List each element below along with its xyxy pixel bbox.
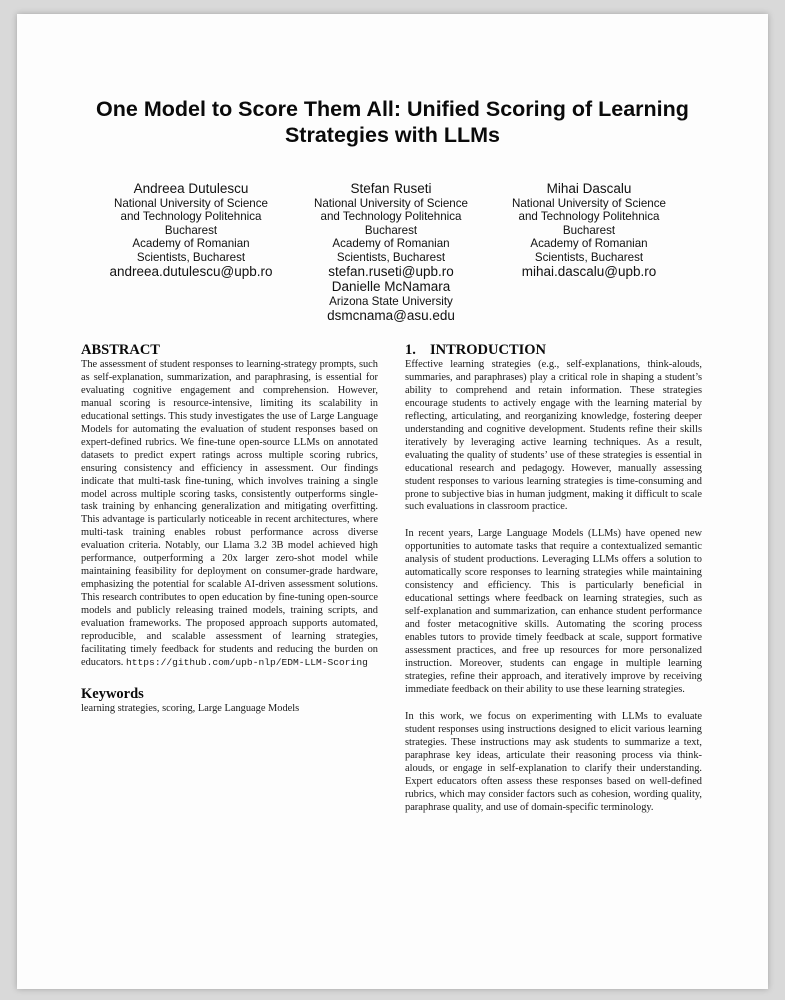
author-affiliation-line: Scientists, Bucharest [336, 250, 446, 264]
author-affiliation-line: and Technology Politehnica [518, 210, 660, 224]
author-affiliation-line: Scientists, Bucharest [534, 250, 644, 264]
author-affiliation-line: Academy of Romanian [132, 237, 250, 251]
author-affiliation-line: Scientists, Bucharest [136, 250, 246, 264]
author-affiliation-line: Bucharest [562, 223, 616, 237]
author-affiliation-line: Arizona State University [329, 295, 453, 308]
author-affiliation-line: Academy of Romanian [530, 237, 648, 251]
intro-paragraph-2: In recent years, Large Language Models (LLMs) have opened new opportunities to automate tasks that require a contextualized semantic analysis of student productions. Leveraging LLMs offers a solution to automatically score responses to learning strategies while maintaining consistency and efficiency. This is particularly beneficial in educational settings where feedback on learning strategies, such as self-explanation and summarization, can enhance student performance and foster metacognitive skills. Automating the scoring process enables tutors to provide timely feedback at scale, support formative assessment practices, and free up resources for more personalized instruction. Moreover, students can engage in multiple learning strategies, refine their approach, and iteratively improve by receiving immediate feedback on their ability to use these learning strategies. [405, 528, 702, 695]
author-name: Mihai Dascalu [546, 181, 632, 196]
author-block-3 [479, 181, 699, 279]
abstract-text: The assessment of student responses to learning-strategy prompts, such as self-explanation, summarization, and paraphrasing, is essential for evaluating cognitive engagement and comprehension. However, manual scoring is resource-intensive, limiting its scalability in educational settings. This study investigates the use of Large Language Models for automating the evaluation of student responses based on expert-defined rubrics. We fine-tune open-source LLMs on annotated datasets to predict expert ratings across multiple scoring rubrics, ensuring consistency and efficiency in assessment. Our findings indicate that multi-task fine-tuning, which involves training a single model across multiple scoring tasks, consistently outperforms single-task training by enhancing generalization and mitigating overfitting. This advantage is particularly noticeable in recent architectures, where multi-task training enables robust performance across diverse evaluation criteria. Notably, our Llama 3.2 3B model achieved high performance, outperforming a 20x larger zero-shot model while maintaining feasibility for deployment on consumer-grade hardware, emphasizing the potential for scalable AI-driven assessment solutions. This research contributes to open education by fine-tuning open-source models and publicly releasing trained models, training scripts, and evaluation frameworks. The proposed approach supports automated, reproducible, and scalable assessment of learning strategies, facilitating timely feedback for students and reducing the burden on educators. [81, 359, 378, 668]
author-affiliation-line: National University of Science [113, 197, 268, 210]
introduction-heading [405, 342, 702, 358]
abstract-paragraph [81, 359, 378, 670]
author-affiliation-line: National University of Science [313, 197, 468, 210]
author-name: Danielle McNamara [331, 279, 451, 294]
intro-paragraph-3: In this work, we focus on experimenting with LLMs to evaluate student responses using instructions designed to elicit various learning strategies. These instructions may ask students to summarize a text, paraphrase key ideas, articulate their reasoning process via think-alouds, or engage in self-explanation to clarify their understanding. Expert educators often assess these responses based on well-defined rubrics, which may consider factors such as cohesion, wording quality, paraphrase quality, and use of domain-specific terminology. [405, 710, 702, 813]
section-number: 1. [405, 342, 416, 358]
author-email: andreea.dutulescu@upb.ro [109, 264, 273, 280]
keywords-text: learning strategies, scoring, Large Language Models [81, 702, 300, 714]
author-name: Andreea Dutulescu [133, 181, 249, 196]
paper-title [0, 96, 785, 148]
author-block-2 [281, 181, 501, 279]
author-affiliation-line: Bucharest [164, 223, 218, 237]
author-block-1 [81, 181, 301, 279]
github-link[interactable]: https://github.com/upb-nlp/EDM-LLM-Scoring [126, 656, 368, 668]
left-column [81, 342, 378, 716]
author-affiliation-line: and Technology Politehnica [120, 210, 262, 224]
author-email: mihai.dascalu@upb.ro [521, 264, 657, 280]
intro-paragraph-1: Effective learning strategies (e.g., self-explanations, think-alouds, summaries, and paraphrases) play a critical role in shaping a student’s ability to comprehend and retain information. These strategies encourage students to actively engage with the learning material by reflecting, articulating, and reorganizing knowledge, fostering deeper understanding and cognitive development. Students refine their skills iteratively by leveraging active learning techniques. As a result, evaluating the quality of students’ use of these strategies is essential in educational research and pedagogy. However, manually assessing student responses to various learning strategies is time-consuming and prone to subjective bias in human judgment, making it difficult to scale such evaluations in classroom practice. [405, 359, 702, 513]
author-affiliation-line: and Technology Politehnica [320, 210, 462, 224]
keywords-heading: Keywords [81, 685, 144, 702]
author-affiliation-line: Academy of Romanian [332, 237, 450, 251]
right-column [405, 342, 702, 814]
author-affiliation-line: Bucharest [364, 223, 418, 237]
section-title: INTRODUCTION [430, 342, 547, 358]
author-email: dsmcnama@asu.edu [327, 308, 455, 324]
abstract-heading: ABSTRACT [81, 342, 160, 358]
author-block-4 [281, 279, 501, 323]
paper-title-line-1: One Model to Score Them All: Unified Scoring of Learning [96, 97, 689, 121]
author-affiliation-line: National University of Science [511, 197, 666, 210]
paper-title-line-2: Strategies with LLMs [284, 123, 501, 147]
author-name: Stefan Ruseti [350, 181, 432, 196]
author-email: stefan.ruseti@upb.ro [328, 264, 454, 280]
